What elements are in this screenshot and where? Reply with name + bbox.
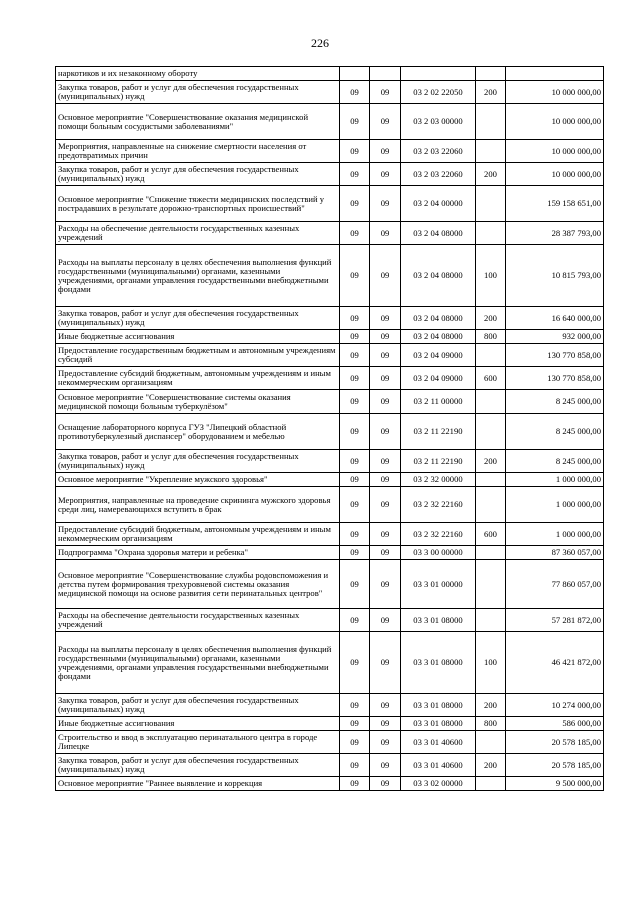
row-name-cell: Предоставление субсидий бюджетным, автономным учреждениям и иным некоммерческим организациям: [56, 367, 340, 390]
row-vr-cell: [476, 473, 506, 487]
row-pr-cell: 09: [370, 560, 401, 609]
row-sum-cell: 87 360 057,00: [506, 546, 604, 560]
row-csr-cell: 03 2 32 22160: [401, 523, 476, 546]
row-name-cell: Закупка товаров, работ и услуг для обеспечения государственных (муниципальных) нужд: [56, 694, 340, 717]
row-pr-cell: 09: [370, 222, 401, 245]
row-csr-cell: 03 2 04 08000: [401, 307, 476, 330]
table-row: [56, 307, 604, 330]
row-csr-cell: 03 3 01 40600: [401, 731, 476, 754]
row-pr-cell: 09: [370, 731, 401, 754]
row-sum-cell: 1 000 000,00: [506, 523, 604, 546]
row-csr-cell: 03 2 11 22190: [401, 414, 476, 450]
row-rz-cell: 09: [340, 186, 370, 222]
row-sum-cell: 586 000,00: [506, 717, 604, 731]
row-name-cell: Расходы на выплаты персоналу в целях обеспечения выполнения функций государственными (муниципальными) органами, казенными учреждениями, органами управления государственными внебюджетными фондами: [56, 245, 340, 307]
row-sum-cell: 10 000 000,00: [506, 163, 604, 186]
row-pr-cell: 09: [370, 523, 401, 546]
row-sum-cell: 20 578 185,00: [506, 731, 604, 754]
row-csr-cell: 03 3 01 08000: [401, 694, 476, 717]
row-name-cell: Основное мероприятие "Снижение тяжести медицинских последствий у пострадавших в результате дорожно-транспортных происшествий": [56, 186, 340, 222]
row-vr-cell: 200: [476, 754, 506, 777]
table-row: [56, 367, 604, 390]
table-row: [56, 104, 604, 140]
row-rz-cell: 09: [340, 754, 370, 777]
row-vr-cell: [476, 390, 506, 414]
row-sum-cell: 159 158 651,00: [506, 186, 604, 222]
table-row: [56, 560, 604, 609]
row-csr-cell: 03 2 02 22050: [401, 81, 476, 104]
table-row: [56, 414, 604, 450]
row-vr-cell: 200: [476, 81, 506, 104]
table-row: [56, 694, 604, 717]
row-rz-cell: 09: [340, 245, 370, 307]
row-sum-cell: 77 860 057,00: [506, 560, 604, 609]
row-sum-cell: 130 770 858,00: [506, 367, 604, 390]
row-sum-cell: 8 245 000,00: [506, 450, 604, 473]
row-vr-cell: [476, 67, 506, 81]
row-sum-cell: 932 000,00: [506, 330, 604, 344]
row-sum-cell: 16 640 000,00: [506, 307, 604, 330]
table-row: [56, 731, 604, 754]
row-vr-cell: [476, 609, 506, 632]
table-row: [56, 546, 604, 560]
row-csr-cell: 03 2 04 09000: [401, 367, 476, 390]
budget-table: [55, 66, 604, 791]
row-csr-cell: 03 2 32 22160: [401, 487, 476, 523]
row-pr-cell: 09: [370, 163, 401, 186]
row-name-cell: Мероприятия, направленные на проведение скрининга мужского здоровья среди лиц, намеревающихся вступить в брак: [56, 487, 340, 523]
row-rz-cell: 09: [340, 717, 370, 731]
row-rz-cell: 09: [340, 163, 370, 186]
row-sum-cell: 20 578 185,00: [506, 754, 604, 777]
table-row: [56, 81, 604, 104]
row-csr-cell: [401, 67, 476, 81]
row-pr-cell: 09: [370, 632, 401, 694]
row-pr-cell: 09: [370, 81, 401, 104]
row-rz-cell: 09: [340, 450, 370, 473]
table-row: [56, 390, 604, 414]
row-name-cell: Закупка товаров, работ и услуг для обеспечения государственных (муниципальных) нужд: [56, 81, 340, 104]
row-name-cell: Основное мероприятие "Совершенствование службы родовспоможения и детства путем формирования трехуровневой системы оказания медицинской помощи на основе развития сети перинатальных центров": [56, 560, 340, 609]
row-name-cell: Основное мероприятие "Раннее выявление и коррекция: [56, 777, 340, 791]
row-pr-cell: 09: [370, 307, 401, 330]
row-name-cell: Основное мероприятие "Совершенствование оказания медицинской помощи больным сосудистыми заболеваниями": [56, 104, 340, 140]
table-row: [56, 487, 604, 523]
row-pr-cell: 09: [370, 330, 401, 344]
row-sum-cell: 10 000 000,00: [506, 140, 604, 163]
row-vr-cell: [476, 487, 506, 523]
row-pr-cell: 09: [370, 367, 401, 390]
row-pr-cell: [370, 67, 401, 81]
row-vr-cell: 800: [476, 330, 506, 344]
row-rz-cell: 09: [340, 307, 370, 330]
row-vr-cell: [476, 222, 506, 245]
row-sum-cell: 10 815 793,00: [506, 245, 604, 307]
table-row: [56, 163, 604, 186]
row-vr-cell: [476, 414, 506, 450]
row-pr-cell: 09: [370, 717, 401, 731]
row-rz-cell: 09: [340, 609, 370, 632]
row-vr-cell: 200: [476, 694, 506, 717]
row-sum-cell: 10 000 000,00: [506, 81, 604, 104]
table-row: [56, 632, 604, 694]
row-vr-cell: [476, 140, 506, 163]
row-vr-cell: [476, 186, 506, 222]
row-name-cell: Основное мероприятие "Совершенствование системы оказания медицинской помощи больным туберкулёзом": [56, 390, 340, 414]
row-pr-cell: 09: [370, 694, 401, 717]
row-pr-cell: 09: [370, 390, 401, 414]
table-row: [56, 222, 604, 245]
row-pr-cell: 09: [370, 450, 401, 473]
row-rz-cell: 09: [340, 523, 370, 546]
row-pr-cell: 09: [370, 186, 401, 222]
row-rz-cell: [340, 67, 370, 81]
row-rz-cell: 09: [340, 330, 370, 344]
table-row: [56, 523, 604, 546]
row-name-cell: Основное мероприятие "Укрепление мужского здоровья": [56, 473, 340, 487]
row-name-cell: наркотиков и их незаконному обороту: [56, 67, 340, 81]
row-vr-cell: [476, 104, 506, 140]
row-rz-cell: 09: [340, 344, 370, 367]
row-name-cell: Предоставление субсидий бюджетным, автономным учреждениям и иным некоммерческим организациям: [56, 523, 340, 546]
table-row: [56, 330, 604, 344]
row-csr-cell: 03 2 03 22060: [401, 163, 476, 186]
row-csr-cell: 03 2 04 00000: [401, 186, 476, 222]
row-sum-cell: 57 281 872,00: [506, 609, 604, 632]
row-csr-cell: 03 2 04 08000: [401, 222, 476, 245]
row-rz-cell: 09: [340, 104, 370, 140]
row-csr-cell: 03 2 04 09000: [401, 344, 476, 367]
row-vr-cell: 200: [476, 450, 506, 473]
row-name-cell: Закупка товаров, работ и услуг для обеспечения государственных (муниципальных) нужд: [56, 307, 340, 330]
row-vr-cell: 100: [476, 632, 506, 694]
row-name-cell: Иные бюджетные ассигнования: [56, 330, 340, 344]
table-row: [56, 140, 604, 163]
row-pr-cell: 09: [370, 245, 401, 307]
row-pr-cell: 09: [370, 754, 401, 777]
row-sum-cell: 10 274 000,00: [506, 694, 604, 717]
row-rz-cell: 09: [340, 487, 370, 523]
row-csr-cell: 03 3 01 08000: [401, 717, 476, 731]
row-vr-cell: [476, 546, 506, 560]
row-vr-cell: 200: [476, 163, 506, 186]
budget-table-body: [56, 67, 604, 791]
table-row: [56, 754, 604, 777]
row-name-cell: Закупка товаров, работ и услуг для обеспечения государственных (муниципальных) нужд: [56, 450, 340, 473]
table-row: [56, 777, 604, 791]
row-csr-cell: 03 3 00 00000: [401, 546, 476, 560]
row-name-cell: Иные бюджетные ассигнования: [56, 717, 340, 731]
table-row: [56, 245, 604, 307]
table-row: [56, 717, 604, 731]
row-vr-cell: [476, 344, 506, 367]
table-row: [56, 344, 604, 367]
row-csr-cell: 03 2 03 22060: [401, 140, 476, 163]
row-sum-cell: 1 000 000,00: [506, 473, 604, 487]
row-name-cell: Закупка товаров, работ и услуг для обеспечения государственных (муниципальных) нужд: [56, 754, 340, 777]
row-csr-cell: 03 2 11 22190: [401, 450, 476, 473]
row-rz-cell: 09: [340, 473, 370, 487]
table-row: [56, 67, 604, 81]
row-sum-cell: 10 000 000,00: [506, 104, 604, 140]
row-csr-cell: 03 3 01 08000: [401, 609, 476, 632]
row-vr-cell: [476, 777, 506, 791]
row-pr-cell: 09: [370, 344, 401, 367]
row-csr-cell: 03 2 32 00000: [401, 473, 476, 487]
row-pr-cell: 09: [370, 140, 401, 163]
row-name-cell: Строительство и ввод в эксплуатацию перинатального центра в городе Липецке: [56, 731, 340, 754]
row-vr-cell: 600: [476, 367, 506, 390]
row-pr-cell: 09: [370, 104, 401, 140]
row-csr-cell: 03 2 11 00000: [401, 390, 476, 414]
row-pr-cell: 09: [370, 546, 401, 560]
row-csr-cell: 03 2 03 00000: [401, 104, 476, 140]
row-rz-cell: 09: [340, 222, 370, 245]
row-sum-cell: 46 421 872,00: [506, 632, 604, 694]
row-pr-cell: 09: [370, 487, 401, 523]
table-row: [56, 186, 604, 222]
row-pr-cell: 09: [370, 473, 401, 487]
row-csr-cell: 03 2 04 08000: [401, 330, 476, 344]
row-name-cell: Подпрограмма "Охрана здоровья матери и ребенка": [56, 546, 340, 560]
row-sum-cell: 8 245 000,00: [506, 414, 604, 450]
row-csr-cell: 03 3 01 00000: [401, 560, 476, 609]
row-name-cell: Закупка товаров, работ и услуг для обеспечения государственных (муниципальных) нужд: [56, 163, 340, 186]
table-row: [56, 473, 604, 487]
row-rz-cell: 09: [340, 390, 370, 414]
row-sum-cell: 130 770 858,00: [506, 344, 604, 367]
row-name-cell: Расходы на обеспечение деятельности государственных казенных учреждений: [56, 222, 340, 245]
row-csr-cell: 03 2 04 08000: [401, 245, 476, 307]
row-rz-cell: 09: [340, 140, 370, 163]
row-sum-cell: 9 500 000,00: [506, 777, 604, 791]
row-rz-cell: 09: [340, 560, 370, 609]
row-vr-cell: 200: [476, 307, 506, 330]
row-name-cell: Расходы на обеспечение деятельности государственных казенных учреждений: [56, 609, 340, 632]
row-rz-cell: 09: [340, 81, 370, 104]
row-name-cell: Расходы на выплаты персоналу в целях обеспечения выполнения функций государственными (муниципальными) органами, казенными учреждениями, органами управления государственными внебюджетными фондами: [56, 632, 340, 694]
row-sum-cell: 28 387 793,00: [506, 222, 604, 245]
row-name-cell: Предоставление государственным бюджетным и автономным учреждениям субсидий: [56, 344, 340, 367]
row-sum-cell: [506, 67, 604, 81]
row-rz-cell: 09: [340, 367, 370, 390]
row-rz-cell: 09: [340, 546, 370, 560]
table-row: [56, 450, 604, 473]
row-sum-cell: 8 245 000,00: [506, 390, 604, 414]
row-pr-cell: 09: [370, 777, 401, 791]
row-sum-cell: 1 000 000,00: [506, 487, 604, 523]
row-name-cell: Мероприятия, направленные на снижение смертности населения от предотвратимых причин: [56, 140, 340, 163]
row-vr-cell: 100: [476, 245, 506, 307]
row-rz-cell: 09: [340, 777, 370, 791]
row-rz-cell: 09: [340, 632, 370, 694]
row-pr-cell: 09: [370, 414, 401, 450]
row-pr-cell: 09: [370, 609, 401, 632]
row-vr-cell: [476, 731, 506, 754]
row-rz-cell: 09: [340, 694, 370, 717]
row-rz-cell: 09: [340, 731, 370, 754]
row-vr-cell: 800: [476, 717, 506, 731]
row-csr-cell: 03 3 01 08000: [401, 632, 476, 694]
row-name-cell: Оснащение лабораторного корпуса ГУЗ "Липецкий областной противотуберкулезный диспансер" оборудованием и мебелью: [56, 414, 340, 450]
page-number: 226: [311, 36, 329, 50]
row-vr-cell: 600: [476, 523, 506, 546]
row-vr-cell: [476, 560, 506, 609]
row-csr-cell: 03 3 01 40600: [401, 754, 476, 777]
row-csr-cell: 03 3 02 00000: [401, 777, 476, 791]
row-rz-cell: 09: [340, 414, 370, 450]
table-row: [56, 609, 604, 632]
